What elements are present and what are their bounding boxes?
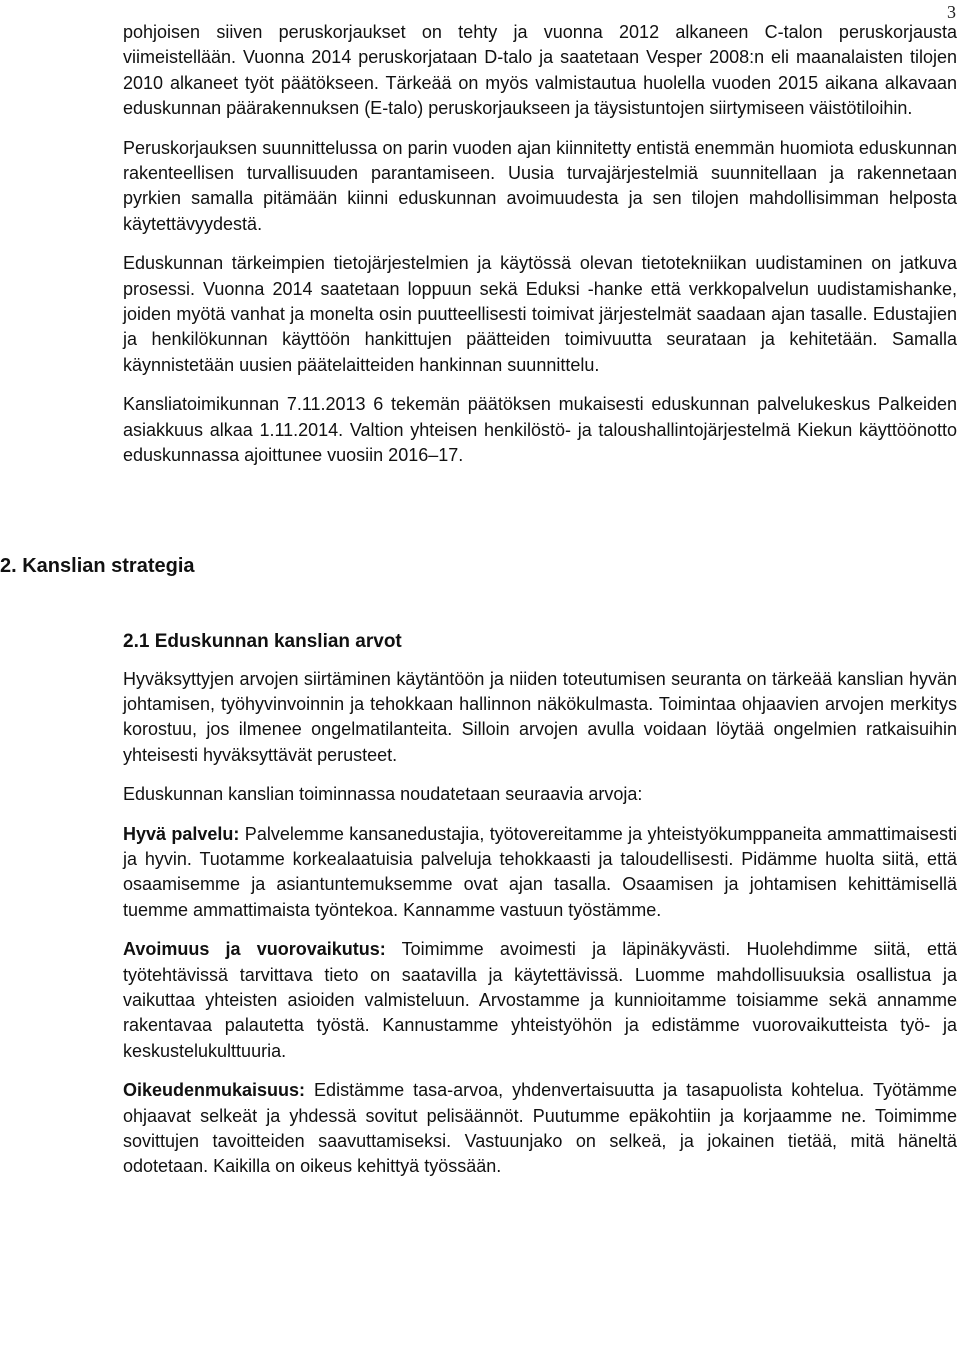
intro-paragraph: Peruskorjauksen suunnittelussa on parin vuoden ajan kiinnitetty entistä enemmän huomiota eduskunnan rakenteellisen turvallisuuden parantamiseen. Uusia turvajärjestelmiä suunnitellaan ja rakennetaan pyrkien samalla pitämään kiinni eduskunnan avoimuudesta ja sen tilojen mahdollisimman helposta käytettävyydestä. [123,137,957,234]
value-paragraph-good-service [123,822,957,924]
value-paragraph-fairness [123,1078,957,1180]
value-term: Hyvä palvelu: [123,823,240,844]
value-text: Palvelemme kansanedustajia, työtovereitamme ja yhteistyökumppaneita ammattimaisesti ja hyvin. Tuotamme korkealaatuisia palveluja tehokkaasti ja taloudellisesti. Pidämme huolta siitä, että osaamisemme ja asiantuntemuksemme ovat ajan tasalla. Osaamisen ja johtamisen kehittämisellä tuemme ammattimaista työntekoa. Kannamme vastuun työstämme. [123,823,957,920]
document-body [0,20,957,1194]
value-paragraph-openness [123,937,957,1064]
subsection-heading: 2.1 Eduskunnan kanslian arvot [123,630,402,652]
intro-paragraph: pohjoisen siiven peruskorjaukset on tehty ja vuonna 2012 alkaneen C-talon peruskorjausta viimeistellään. Vuonna 2014 peruskorjataan D-talo ja saatetaan Vesper 2008:n eli maanalaisten tilojen 2010 alkaneet työt päätökseen. Tärkeää on myös valmistautua huolella vuoden 2015 aikana alkavaan eduskunnan päärakennuksen (E-talo) peruskorjaukseen ja täysistuntojen siirtymiseen väistötiloihin. [123,22,957,119]
intro-paragraph: Kansliatoimikunnan 7.11.2013 6 tekemän päätöksen mukaisesti eduskunnan palvelukeskus Palkeiden asiakkuus alkaa 1.11.2014. Valtion yhteisen henkilöstö- ja taloushallintojärjestelmä Kiekun käyttöönotto eduskunnassa ajoittunee vuosiin 2016–17. [123,394,957,466]
value-text: Edistämme tasa-arvoa, yhdenvertaisuutta ja tasapuolista kohtelua. Työtämme ohjaavat selkeät ja yhdessä sovitut pelisäännöt. Puutumme epäkohtiin ja korjaamme ne. Toimimme sovittujen tavoitteiden saavuttamiseksi. Vastuunjako on selkeä, ja jokainen tietää, mitä häneltä odotetaan. Kaikilla on oikeus kehittyä työssään. [123,1080,957,1177]
section-heading: 2. Kanslian strategia [0,554,195,577]
intro-paragraph: Eduskunnan tärkeimpien tietojärjestelmien ja käytössä olevan tietotekniikan uudistaminen on jatkuva prosessi. Vuonna 2014 saatetaan loppuun sekä Eduksi -hanke että verkkopalvelun uudistamishanke, joiden myötä vanhat ja monelta osin puutteellisesti toimivat järjestelmät saadaan ajan tasalle. Edustajien ja henkilökunnan käyttöön hankittujen päätteiden toimivuutta seurataan ja kehitetään. Samalla käynnistetään uusien päätelaitteiden hankinnan suunnittelu. [123,253,957,375]
subsection-paragraph: Hyväksyttyjen arvojen siirtäminen käytäntöön ja niiden toteutumisen seuranta on tärkeää kanslian hyvän johtamisen, työhyvinvoinnin ja tehokkaan hallinnon näkökulmasta. Toimintaa ohjaavien arvojen merkitys korostuu, jos ilmenee ongelmatilanteita. Silloin arvojen avulla voidaan löytää ongelmien ratkaisuihin yhteisesti hyväksyttävät perusteet. [123,668,957,765]
page-number: 3 [947,2,956,22]
value-term: Oikeudenmukaisuus: [123,1080,306,1101]
subsection-paragraph: Eduskunnan kanslian toiminnassa noudatetaan seuraavia arvoja: [123,784,643,805]
value-text: Toimimme avoimesti ja läpinäkyvästi. Huolehdimme siitä, että työtehtävissä tarvittava tieto on saatavilla ja käytettävissä. Luomme mahdollisuuksia osallistua ja vaikuttaa yhteisten asioiden valmisteluun. Arvostamme ja kunnioitamme toisiamme sekä annamme rakentavaa palautetta työstä. Kannustamme yhteistyöhön ja edistämme vuorovaikutteista työ- ja keskustelukulttuuria. [123,939,957,1061]
value-term: Avoimuus ja vuorovaikutus: [123,939,386,960]
